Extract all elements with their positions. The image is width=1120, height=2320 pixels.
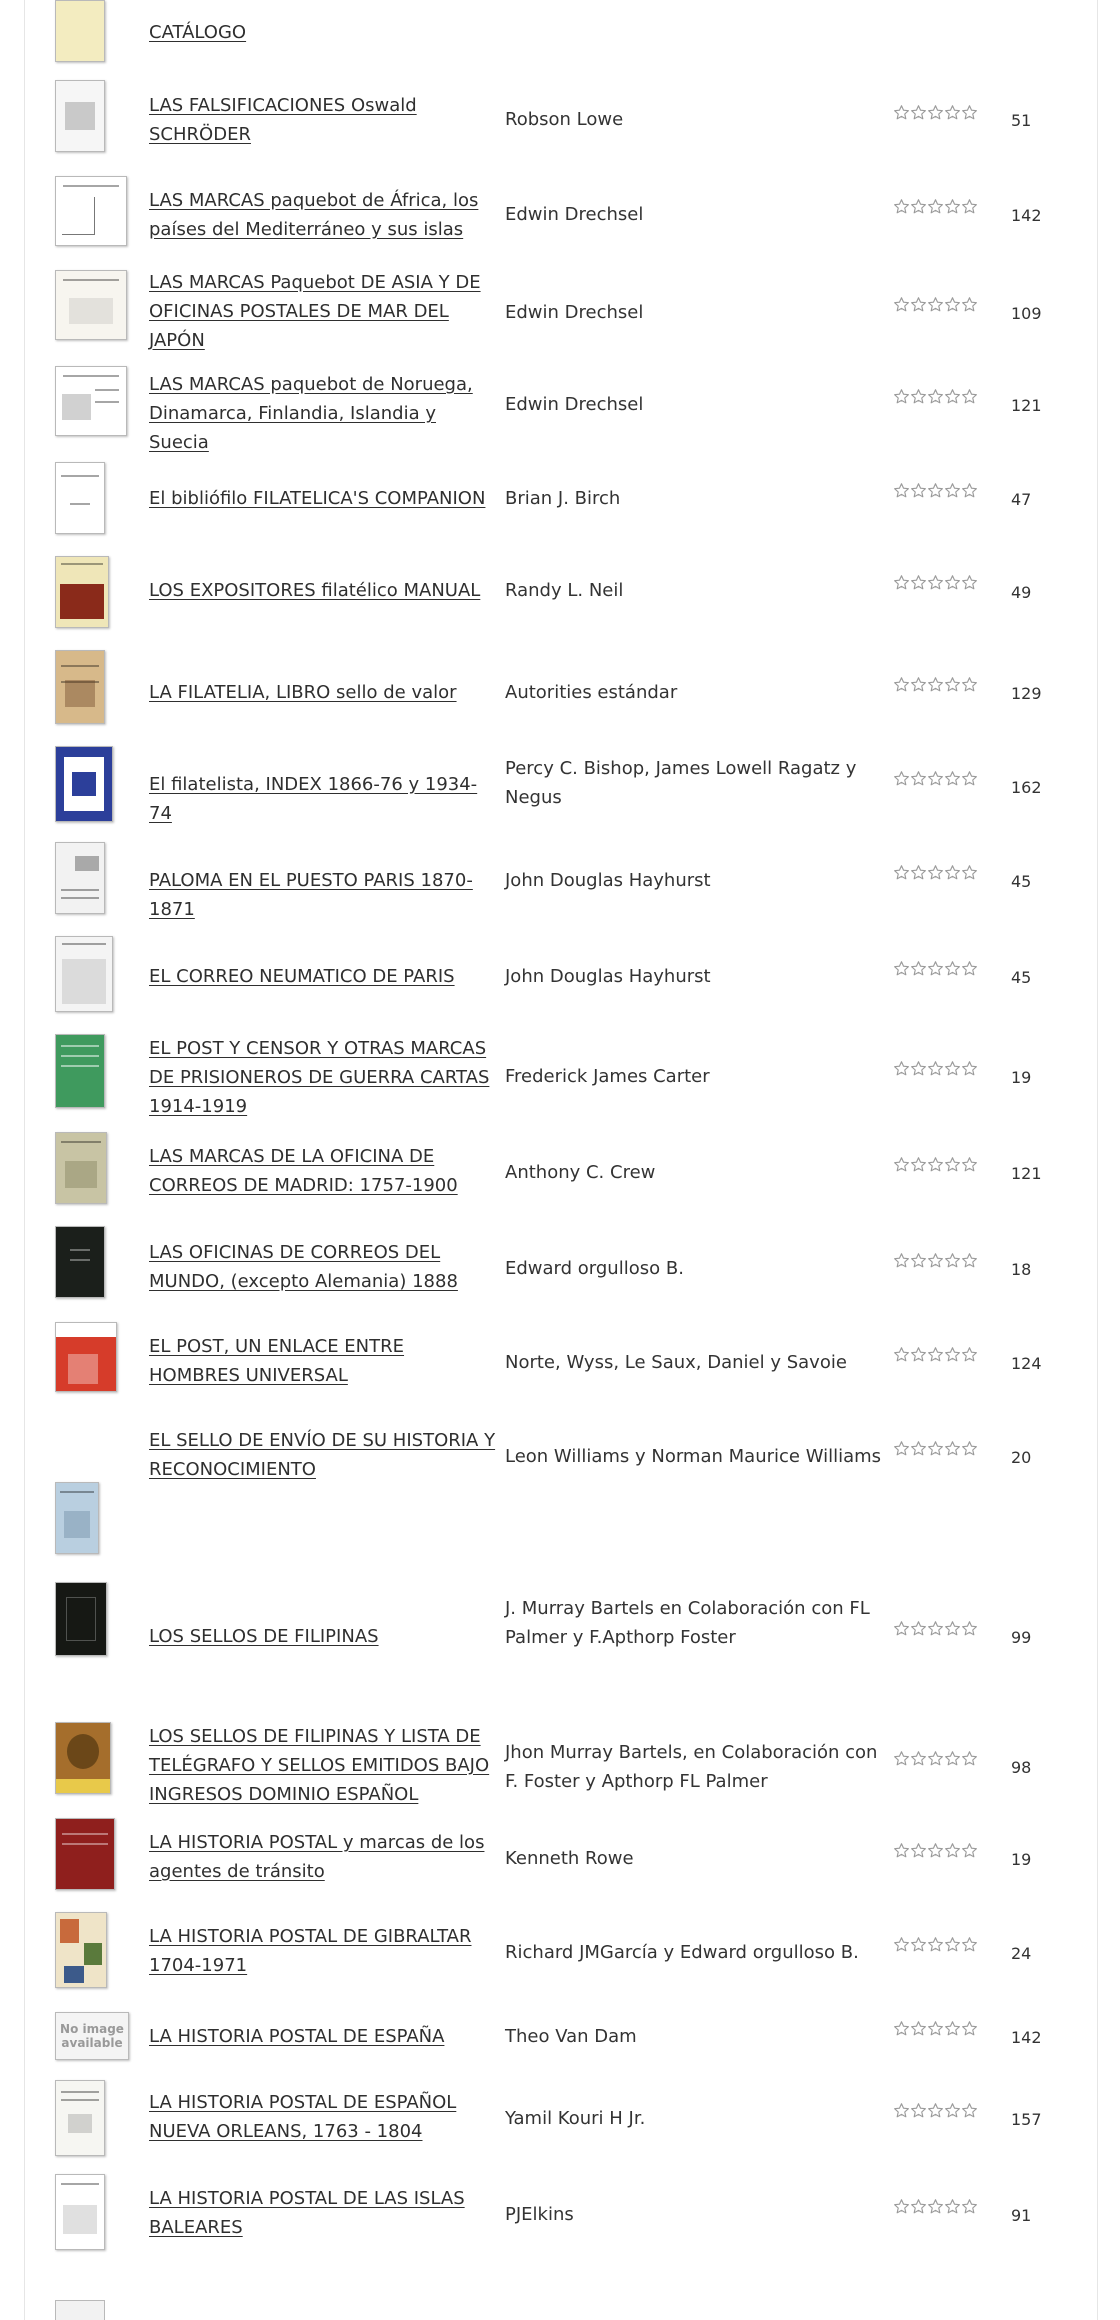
book-title-link[interactable]: LA HISTORIA POSTAL DE ESPAÑA	[149, 2026, 445, 2047]
star-icon	[927, 388, 944, 405]
star-icon	[910, 1620, 927, 1637]
table-row	[25, 1322, 1099, 1414]
star-icon	[927, 1060, 944, 1077]
star-icon	[910, 1936, 927, 1953]
book-cover-image[interactable]	[55, 462, 105, 534]
book-author: Kenneth Rowe	[505, 1848, 634, 1869]
book-cover-image[interactable]	[55, 0, 105, 62]
star-icon	[927, 1936, 944, 1953]
book-author: Brian J. Birch	[505, 488, 621, 509]
star-icon	[910, 1156, 927, 1173]
page-count: 121	[1011, 1164, 1042, 1183]
star-icon	[927, 676, 944, 693]
star-icon	[961, 864, 978, 881]
star-icon	[910, 104, 927, 121]
star-icon	[910, 1750, 927, 1767]
star-icon	[893, 1440, 910, 1457]
star-icon	[910, 1252, 927, 1269]
star-icon	[961, 2020, 978, 2037]
rating-stars	[893, 1842, 978, 1859]
star-icon	[927, 104, 944, 121]
star-icon	[944, 676, 961, 693]
book-title-link[interactable]: El filatelista, INDEX 1866-76 y 1934-74	[149, 774, 478, 824]
page-count: 157	[1011, 2110, 1042, 2129]
rating-stars	[893, 1060, 978, 1077]
table-row	[25, 0, 1099, 66]
book-cover-image[interactable]	[55, 936, 113, 1012]
rating-stars	[893, 770, 978, 787]
book-title-link[interactable]: LA HISTORIA POSTAL DE LAS ISLAS BALEARES	[149, 2188, 465, 2238]
table-row	[25, 268, 1099, 362]
table-row	[25, 1582, 1099, 1718]
book-cover-image[interactable]	[55, 270, 127, 340]
star-icon	[961, 198, 978, 215]
star-icon	[961, 1156, 978, 1173]
table-row	[25, 746, 1099, 838]
book-author: Robson Lowe	[505, 109, 624, 130]
star-icon	[944, 2020, 961, 2037]
star-icon	[910, 1060, 927, 1077]
page-count: 162	[1011, 778, 1042, 797]
star-icon	[961, 1842, 978, 1859]
book-author: Edwin Drechsel	[505, 302, 644, 323]
star-icon	[927, 1440, 944, 1457]
star-icon	[927, 1346, 944, 1363]
book-cover-image[interactable]	[55, 1034, 105, 1108]
book-title-link[interactable]: EL CORREO NEUMATICO DE PARIS	[149, 966, 455, 987]
star-icon	[910, 770, 927, 787]
star-icon	[961, 1620, 978, 1637]
page-count: 45	[1011, 872, 1032, 891]
star-icon	[961, 388, 978, 405]
table-row	[25, 1818, 1099, 1914]
star-icon	[893, 960, 910, 977]
star-icon	[944, 1252, 961, 1269]
book-title-link[interactable]: CATÁLOGO	[149, 22, 247, 43]
book-title-link[interactable]: LA FILATELIA, LIBRO sello de valor	[149, 682, 457, 703]
star-icon	[961, 482, 978, 499]
star-icon	[961, 960, 978, 977]
star-icon	[910, 864, 927, 881]
table-row	[25, 1034, 1099, 1130]
book-list-table	[24, 0, 1098, 2320]
table-row	[25, 2008, 1099, 2078]
book-title-link[interactable]: LAS FALSIFICACIONES Oswald SCHRÖDER	[149, 95, 417, 145]
star-icon	[961, 104, 978, 121]
star-icon	[893, 1346, 910, 1363]
rating-stars	[893, 2020, 978, 2037]
star-icon	[893, 1842, 910, 1859]
book-cover-image[interactable]	[55, 1818, 115, 1890]
rating-stars	[893, 1936, 978, 1953]
book-cover-image[interactable]	[55, 2300, 105, 2320]
star-icon	[893, 104, 910, 121]
star-icon	[944, 1440, 961, 1457]
page-count: 18	[1011, 1260, 1032, 1279]
rating-stars	[893, 1750, 978, 1767]
book-title-link[interactable]: LAS OFICINAS DE CORREOS DEL MUNDO, (excepto Alemania) 1888	[149, 1242, 458, 1292]
book-title-link[interactable]: El bibliófilo FILATELICA'S COMPANION	[149, 488, 486, 509]
star-icon	[927, 1156, 944, 1173]
book-title-link[interactable]: LAS MARCAS paquebot de Noruega, Dinamarca, Finlandia, Islandia y Suecia	[149, 374, 473, 453]
star-icon	[910, 2198, 927, 2215]
book-cover-image[interactable]	[55, 2012, 129, 2060]
book-cover-image[interactable]	[55, 80, 105, 152]
page-count: 142	[1011, 206, 1042, 225]
table-row	[25, 936, 1099, 1032]
star-icon	[893, 1620, 910, 1637]
book-cover-image[interactable]	[55, 556, 109, 628]
book-title-link[interactable]: LA HISTORIA POSTAL DE GIBRALTAR 1704-1971	[149, 1926, 472, 1976]
table-row	[25, 80, 1099, 170]
star-icon	[910, 960, 927, 977]
page-count: 142	[1011, 2028, 1042, 2047]
star-icon	[927, 2102, 944, 2119]
book-cover-image[interactable]	[55, 176, 127, 246]
table-row	[25, 460, 1099, 552]
star-icon	[927, 482, 944, 499]
book-author: Anthony C. Crew	[505, 1162, 656, 1183]
page-count: 20	[1011, 1448, 1032, 1467]
star-icon	[961, 574, 978, 591]
star-icon	[961, 1252, 978, 1269]
star-icon	[944, 1060, 961, 1077]
star-icon	[893, 1750, 910, 1767]
star-icon	[961, 1936, 978, 1953]
table-row	[25, 1132, 1099, 1224]
book-cover-image[interactable]	[55, 842, 105, 914]
rating-stars	[893, 1346, 978, 1363]
table-row	[25, 650, 1099, 742]
star-icon	[893, 2198, 910, 2215]
star-icon	[944, 864, 961, 881]
rating-stars	[893, 1156, 978, 1173]
book-title-text: LOS SELLOS DE FILIPINAS	[149, 1626, 379, 1647]
star-icon	[944, 1842, 961, 1859]
book-title-link[interactable]: PALOMA EN EL PUESTO PARIS 1870-1871	[149, 870, 473, 920]
star-icon	[961, 296, 978, 313]
book-title-link[interactable]: LOS SELLOS DE FILIPINAS Y LISTA DE TELÉGRAFO Y SELLOS EMITIDOS BAJO INGRESOS DOMINIO ESPAÑOL	[149, 1726, 490, 1805]
star-icon	[893, 1060, 910, 1077]
book-author: Autorities estándar	[505, 682, 678, 703]
rating-stars	[893, 574, 978, 591]
book-title-link[interactable]: LAS MARCAS Paquebot DE ASIA Y DE OFICINAS POSTALES DE MAR DEL JAPÓN	[149, 272, 481, 351]
page-count: 24	[1011, 1944, 1032, 1963]
book-title-link[interactable]	[149, 1622, 499, 1651]
rating-stars	[893, 1620, 978, 1637]
star-icon	[944, 198, 961, 215]
book-author: Edwin Drechsel	[505, 394, 644, 415]
book-cover-image[interactable]	[55, 650, 105, 724]
star-icon	[927, 2020, 944, 2037]
page-count: 129	[1011, 684, 1042, 703]
book-author: Edward orgulloso B.	[505, 1258, 684, 1279]
star-icon	[961, 2102, 978, 2119]
star-icon	[944, 2198, 961, 2215]
star-icon	[893, 198, 910, 215]
rating-stars	[893, 2198, 978, 2215]
star-icon	[927, 1842, 944, 1859]
book-author: Leon Williams y Norman Maurice Williams	[505, 1446, 882, 1467]
table-row	[25, 556, 1099, 648]
book-cover-image[interactable]	[55, 2080, 105, 2156]
rating-stars	[893, 676, 978, 693]
page-count: 109	[1011, 304, 1042, 323]
star-icon	[910, 676, 927, 693]
star-icon	[893, 1252, 910, 1269]
star-icon	[927, 1252, 944, 1269]
star-icon	[961, 1750, 978, 1767]
no-image-placeholder: No image available	[56, 2013, 128, 2059]
star-icon	[944, 1750, 961, 1767]
star-icon	[893, 2020, 910, 2037]
star-icon	[893, 1156, 910, 1173]
star-icon	[927, 770, 944, 787]
star-icon	[927, 2198, 944, 2215]
table-row	[25, 2078, 1099, 2170]
rating-stars	[893, 1252, 978, 1269]
rating-stars	[893, 2102, 978, 2119]
star-icon	[927, 1620, 944, 1637]
star-icon	[927, 864, 944, 881]
star-icon	[893, 482, 910, 499]
book-cover-image[interactable]	[55, 1912, 107, 1988]
rating-stars	[893, 388, 978, 405]
book-author: Yamil Kouri H Jr.	[505, 2108, 646, 2129]
star-icon	[961, 770, 978, 787]
star-icon	[910, 1842, 927, 1859]
table-row	[25, 842, 1099, 934]
book-cover-image[interactable]	[55, 1722, 111, 1794]
star-icon	[893, 1936, 910, 1953]
star-icon	[910, 296, 927, 313]
book-title-link[interactable]: EL POST, UN ENLACE ENTRE HOMBRES UNIVERSAL	[149, 1336, 405, 1386]
star-icon	[893, 864, 910, 881]
book-author: Randy L. Neil	[505, 580, 624, 601]
star-icon	[927, 296, 944, 313]
rating-stars	[893, 198, 978, 215]
star-icon	[944, 770, 961, 787]
rating-stars	[893, 864, 978, 881]
table-row	[25, 174, 1099, 266]
book-cover-image[interactable]	[55, 366, 127, 436]
rating-stars	[893, 1440, 978, 1457]
star-icon	[910, 482, 927, 499]
book-cover-image[interactable]	[55, 2174, 105, 2250]
book-cover-image[interactable]	[55, 746, 113, 822]
book-cover-image[interactable]	[55, 1132, 107, 1204]
book-author: Frederick James Carter	[505, 1066, 710, 1087]
book-cover-image[interactable]	[55, 1226, 105, 1298]
star-icon	[893, 770, 910, 787]
page-count: 124	[1011, 1354, 1042, 1373]
page-count: 49	[1011, 583, 1032, 602]
rating-stars	[893, 104, 978, 121]
star-icon	[944, 1620, 961, 1637]
star-icon	[944, 574, 961, 591]
star-icon	[927, 1750, 944, 1767]
table-row	[25, 2174, 1099, 2320]
book-title-link[interactable]: LA HISTORIA POSTAL DE ESPAÑOL NUEVA ORLEANS, 1763 - 1804	[149, 2092, 457, 2142]
table-row	[25, 366, 1099, 456]
page-count: 91	[1011, 2206, 1032, 2225]
star-icon	[893, 2102, 910, 2119]
star-icon	[961, 2198, 978, 2215]
star-icon	[944, 388, 961, 405]
star-icon	[944, 960, 961, 977]
book-author: John Douglas Hayhurst	[505, 870, 711, 891]
star-icon	[944, 1936, 961, 1953]
book-author: PJElkins	[505, 2204, 574, 2225]
page-count: 47	[1011, 490, 1032, 509]
book-author: John Douglas Hayhurst	[505, 966, 711, 987]
star-icon	[910, 2020, 927, 2037]
table-row	[25, 1416, 1099, 1566]
star-icon	[944, 482, 961, 499]
star-icon	[910, 388, 927, 405]
page-count: 98	[1011, 1758, 1032, 1777]
page-count: 19	[1011, 1850, 1032, 1869]
book-cover-image[interactable]	[55, 1322, 117, 1392]
star-icon	[910, 1346, 927, 1363]
star-icon	[944, 2102, 961, 2119]
book-title-link[interactable]: LAS MARCAS DE LA OFICINA DE CORREOS DE MADRID: 1757-1900	[149, 1146, 458, 1196]
page-count: 99	[1011, 1628, 1032, 1647]
star-icon	[910, 1440, 927, 1457]
star-icon	[944, 1346, 961, 1363]
star-icon	[961, 1060, 978, 1077]
table-row	[25, 1912, 1099, 2008]
rating-stars	[893, 482, 978, 499]
star-icon	[910, 2102, 927, 2119]
book-author: Edwin Drechsel	[505, 204, 644, 225]
book-author: Richard JMGarcía y Edward orgulloso B.	[505, 1942, 859, 1963]
star-icon	[944, 104, 961, 121]
star-icon	[944, 296, 961, 313]
star-icon	[961, 1440, 978, 1457]
book-title-link[interactable]: LA HISTORIA POSTAL y marcas de los agentes de tránsito	[149, 1832, 485, 1882]
book-cover-image[interactable]	[55, 1482, 99, 1554]
book-author: Jhon Murray Bartels, en Colaboración con F. Foster y Apthorp FL Palmer	[505, 1742, 878, 1792]
star-icon	[893, 388, 910, 405]
star-icon	[961, 1346, 978, 1363]
star-icon	[910, 574, 927, 591]
book-author: Theo Van Dam	[505, 2026, 637, 2047]
book-title-link[interactable]: LOS EXPOSITORES filatélico MANUAL	[149, 580, 481, 601]
rating-stars	[893, 960, 978, 977]
page-count: 45	[1011, 968, 1032, 987]
star-icon	[927, 574, 944, 591]
book-title-link[interactable]: EL SELLO DE ENVÍO DE SU HISTORIA Y RECONOCIMIENTO	[149, 1430, 496, 1480]
book-title-link[interactable]: LAS MARCAS paquebot de África, los países del Mediterráneo y sus islas	[149, 190, 479, 240]
star-icon	[961, 676, 978, 693]
star-icon	[927, 960, 944, 977]
star-icon	[893, 676, 910, 693]
star-icon	[927, 198, 944, 215]
page-count: 19	[1011, 1068, 1032, 1087]
book-author: J. Murray Bartels en Colaboración con FL Palmer y F.Apthorp Foster	[505, 1598, 870, 1648]
table-row	[25, 1722, 1099, 1822]
rating-stars	[893, 296, 978, 313]
star-icon	[893, 574, 910, 591]
star-icon	[910, 198, 927, 215]
book-author: Percy C. Bishop, James Lowell Ragatz y Negus	[505, 758, 857, 808]
star-icon	[893, 296, 910, 313]
book-author: Norte, Wyss, Le Saux, Daniel y Savoie	[505, 1352, 847, 1373]
page-count: 51	[1011, 111, 1032, 130]
book-cover-image[interactable]	[55, 1582, 107, 1656]
table-row	[25, 1226, 1099, 1320]
book-title-link[interactable]: EL POST Y CENSOR Y OTRAS MARCAS DE PRISIONEROS DE GUERRA CARTAS 1914-1919	[149, 1038, 490, 1117]
star-icon	[944, 1156, 961, 1173]
page-count: 121	[1011, 396, 1042, 415]
